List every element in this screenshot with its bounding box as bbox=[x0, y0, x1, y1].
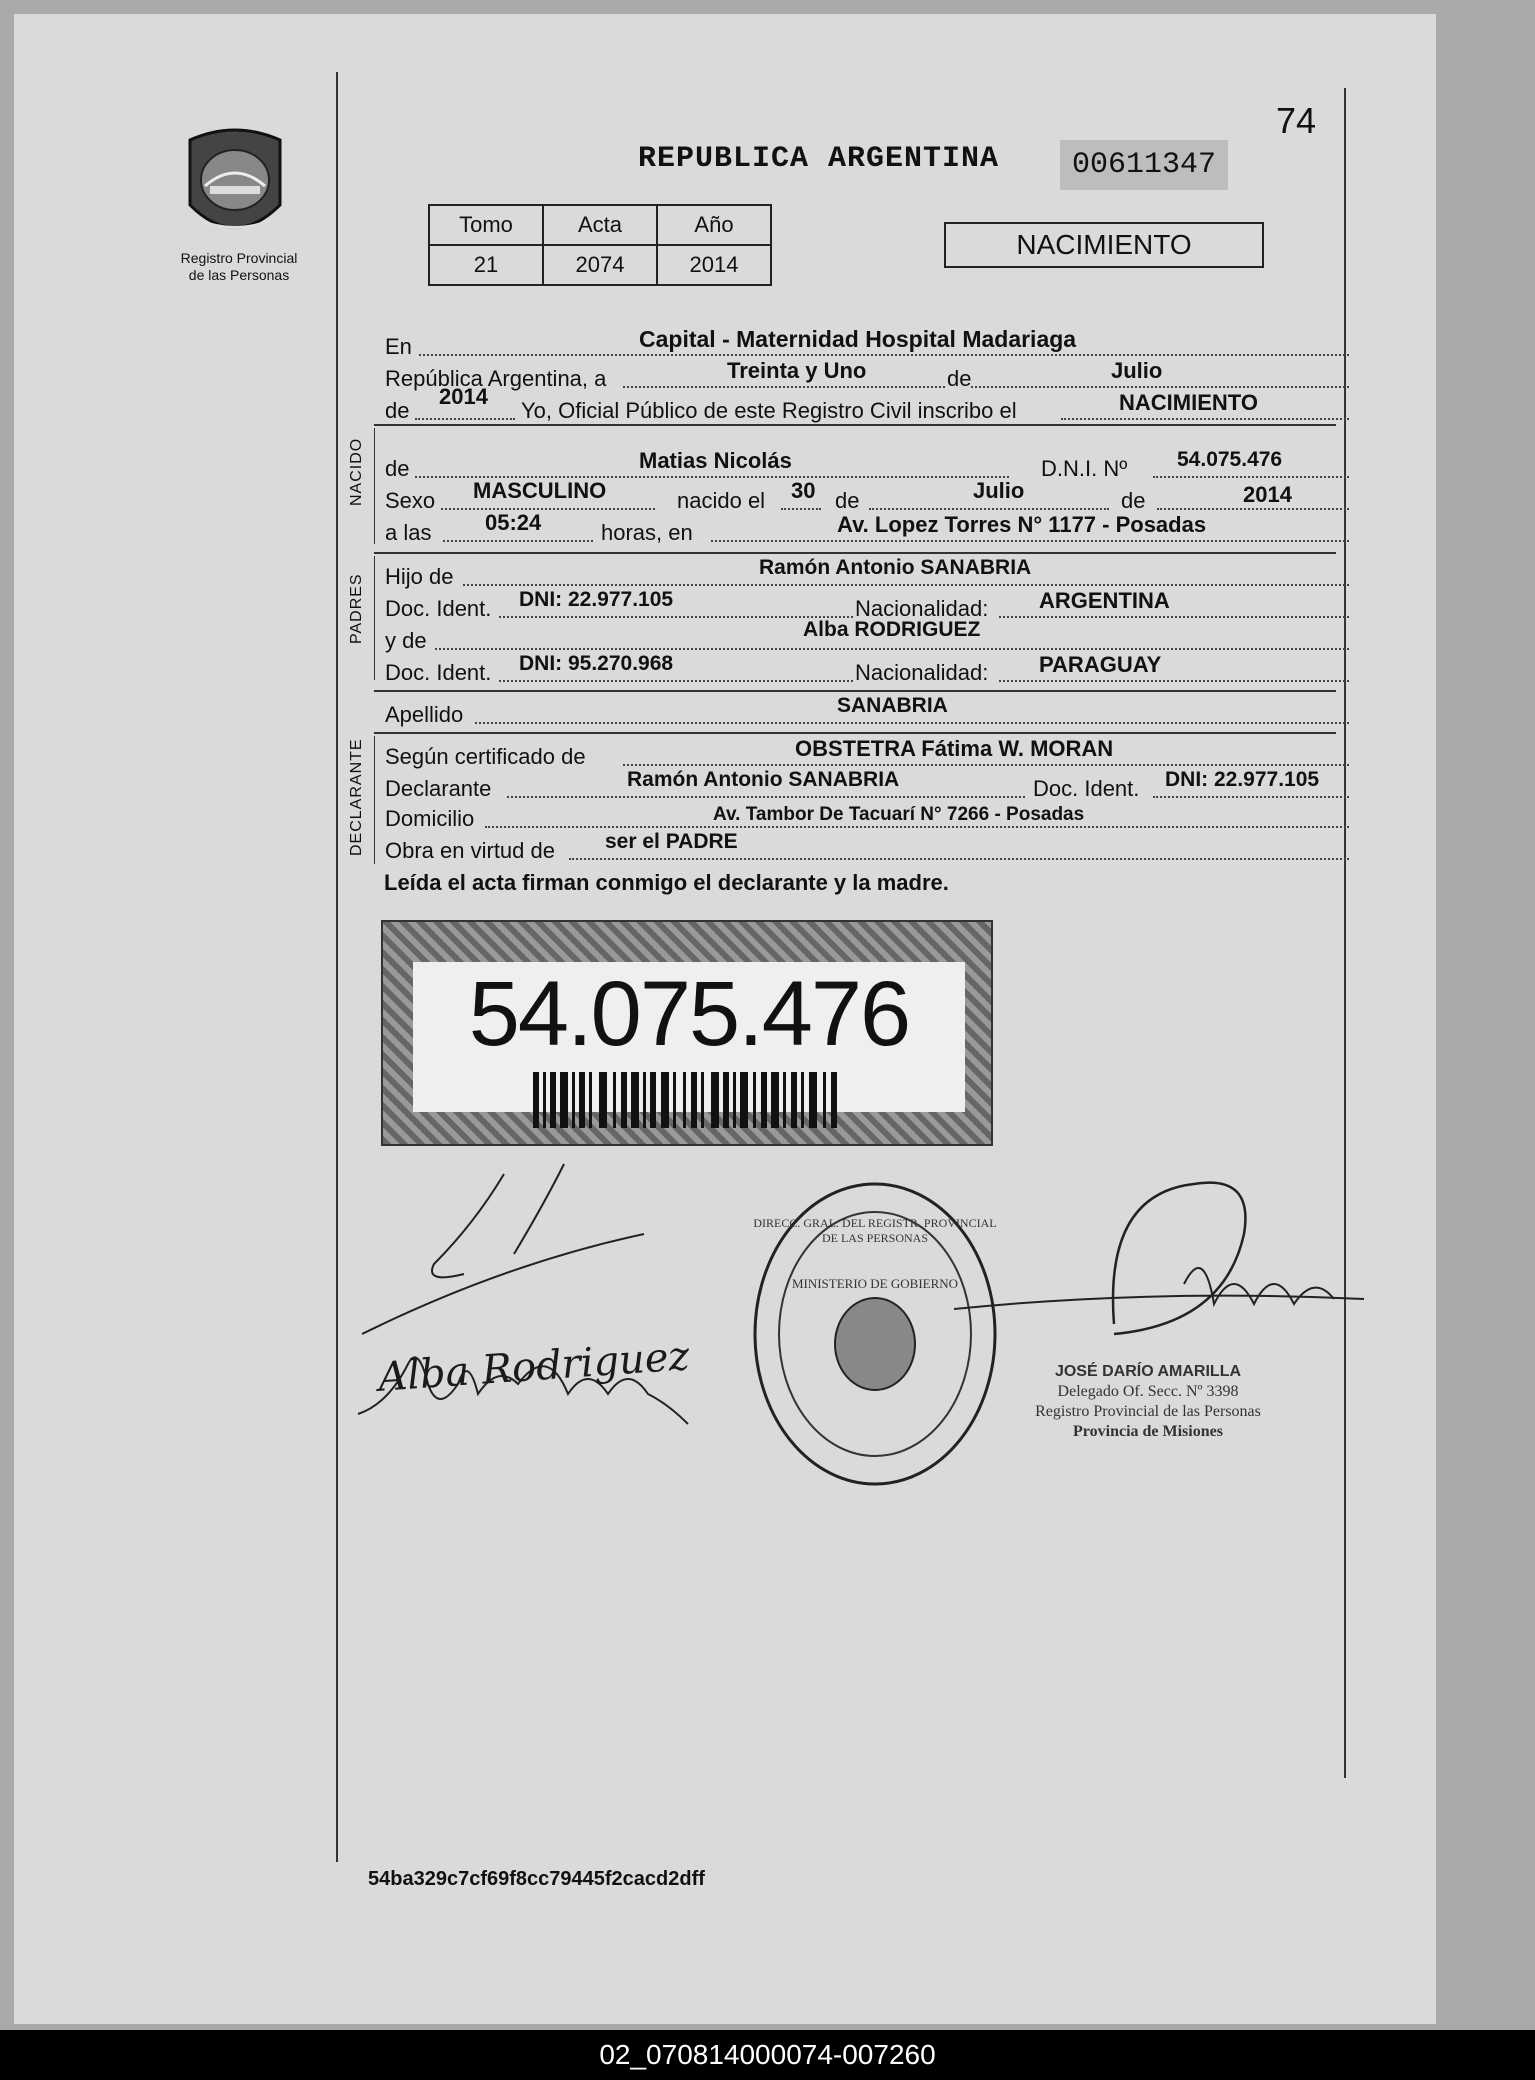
official-title: Delegado Of. Secc. Nº 3398 bbox=[1057, 1383, 1239, 1400]
table-value-anio: 2014 bbox=[657, 245, 771, 285]
child-dni: 54.075.476 bbox=[1177, 448, 1283, 471]
table-header-acta: Acta bbox=[543, 205, 657, 245]
de-label: de bbox=[385, 398, 410, 423]
birth-year: 2014 bbox=[1243, 482, 1292, 507]
doc-ident-label: Doc. Ident. bbox=[385, 660, 492, 685]
mother-nationality: PARAGUAY bbox=[1039, 652, 1162, 677]
father-doc: DNI: 22.977.105 bbox=[519, 588, 674, 611]
inscription-type: NACIMIENTO bbox=[1119, 390, 1258, 415]
official-registry: Registro Provincial de las Personas bbox=[1035, 1403, 1261, 1420]
logo-caption bbox=[154, 250, 324, 284]
table-header-tomo: Tomo bbox=[429, 205, 543, 245]
republica-label: República Argentina, a bbox=[385, 366, 607, 391]
row-oficial bbox=[385, 384, 1320, 426]
child-sex: MASCULINO bbox=[473, 478, 607, 503]
stamp-outer-text: DIRECC. GRAL. DEL REGISTR. PROVINCIAL DE LAS PERSONAS bbox=[753, 1216, 997, 1245]
province-logo bbox=[180, 120, 290, 250]
official-signature bbox=[954, 1174, 1374, 1394]
scan-file-id: 02_070814000074-007260 bbox=[0, 2030, 1535, 2080]
de-label: de bbox=[385, 456, 410, 481]
mother-doc: DNI: 95.270.968 bbox=[519, 652, 674, 675]
birth-place-institution: Capital - Maternidad Hospital Madariaga bbox=[639, 326, 1077, 352]
nacionalidad-label: Nacionalidad: bbox=[855, 660, 989, 685]
apellido-value: SANABRIA bbox=[837, 694, 948, 717]
a-las-label: a las bbox=[385, 520, 432, 545]
mother-name: Alba RODRIGUEZ bbox=[803, 618, 981, 641]
record-type-box: NACIMIENTO bbox=[944, 222, 1264, 268]
declarante-name: Ramón Antonio SANABRIA bbox=[627, 768, 900, 791]
day-in-words: Treinta y Uno bbox=[727, 358, 867, 383]
left-margin-line bbox=[336, 72, 338, 1862]
stamp-inner-text: MINISTERIO DE GOBIERNO bbox=[791, 1276, 959, 1291]
country-title: REPUBLICA ARGENTINA bbox=[638, 142, 1000, 176]
certificado-value: OBSTETRA Fátima W. MORAN bbox=[795, 736, 1114, 761]
official-name: JOSÉ DARÍO AMARILLA bbox=[1054, 1363, 1242, 1380]
section-divider bbox=[374, 424, 1336, 426]
father-nationality: ARGENTINA bbox=[1039, 588, 1170, 613]
child-name: Matias Nicolás bbox=[639, 448, 792, 473]
doc-ident-label: Doc. Ident. bbox=[1033, 776, 1140, 801]
section-divider bbox=[374, 552, 1336, 554]
table-value-tomo: 21 bbox=[429, 245, 543, 285]
row-domicilio bbox=[385, 804, 1320, 834]
hijo-de-label: Hijo de bbox=[385, 564, 454, 589]
official-province: Provincia de Misiones bbox=[1073, 1423, 1223, 1440]
section-rule bbox=[374, 736, 375, 864]
father-name: Ramón Antonio SANABRIA bbox=[759, 556, 1032, 579]
y-de-label: y de bbox=[385, 628, 427, 653]
row-mother-doc bbox=[385, 652, 1320, 688]
de-label: de bbox=[1121, 488, 1146, 513]
section-label-declarante: DECLARANTE bbox=[348, 738, 365, 856]
serial-number: 00611347 bbox=[1060, 140, 1228, 190]
section-label-padres: PADRES bbox=[348, 573, 365, 644]
closing-statement: Leída el acta firman conmigo el declarante y la madre. bbox=[384, 870, 949, 895]
obra-value: ser el PADRE bbox=[605, 830, 738, 853]
birth-day: 30 bbox=[791, 478, 816, 503]
de-label: de bbox=[835, 488, 860, 513]
mother-signature-text: Alba Rodriguez bbox=[376, 1333, 691, 1401]
certificado-label: Según certificado de bbox=[385, 744, 586, 769]
obra-label: Obra en virtud de bbox=[385, 838, 555, 863]
de-label: de bbox=[947, 366, 972, 391]
birth-time: 05:24 bbox=[485, 510, 542, 535]
misiones-seal-icon bbox=[180, 120, 290, 250]
declarante-doc: DNI: 22.977.105 bbox=[1165, 768, 1320, 791]
birth-address: Av. Lopez Torres N° 1177 - Posadas bbox=[837, 512, 1207, 537]
domicilio-value: Av. Tambor De Tacuarí N° 7266 - Posadas bbox=[713, 804, 1085, 825]
row-apellido bbox=[385, 694, 1320, 730]
sexo-label: Sexo bbox=[385, 488, 436, 513]
nacionalidad-label: Nacionalidad: bbox=[855, 596, 989, 621]
registration-year: 2014 bbox=[439, 384, 488, 409]
oficial-text: Yo, Oficial Público de este Registro Civil inscribo el bbox=[521, 398, 1017, 423]
document-hash: 54ba329c7cf69f8cc79445f2cacd2dff bbox=[368, 1868, 705, 1890]
nacido-el-label: nacido el bbox=[677, 488, 766, 513]
barcode-number: 54.075.476 bbox=[468, 963, 910, 1065]
row-obra bbox=[385, 830, 1320, 866]
apellido-label: Apellido bbox=[385, 702, 464, 727]
doc-ident-label: Doc. Ident. bbox=[385, 596, 492, 621]
section-rule bbox=[374, 428, 375, 544]
mother-signature bbox=[348, 1304, 708, 1434]
domicilio-label: Domicilio bbox=[385, 806, 475, 831]
registration-month: Julio bbox=[1111, 358, 1163, 383]
table-header-anio: Año bbox=[657, 205, 771, 245]
barcode-icon bbox=[533, 1072, 843, 1128]
horas-en-label: horas, en bbox=[601, 520, 693, 545]
section-rule bbox=[374, 556, 375, 680]
logo-caption-line2: de las Personas bbox=[188, 267, 290, 283]
row-hora bbox=[385, 510, 1320, 548]
row-declarante bbox=[385, 768, 1320, 804]
dni-label: D.N.I. Nº bbox=[1041, 456, 1128, 481]
section-divider bbox=[374, 690, 1336, 692]
en-label: En bbox=[385, 334, 412, 359]
barcode-label bbox=[413, 962, 965, 1112]
logo-caption-line1: Registro Provincial bbox=[180, 250, 298, 266]
birth-month: Julio bbox=[973, 478, 1025, 503]
section-divider bbox=[374, 732, 1336, 734]
document-page bbox=[14, 14, 1436, 2024]
barcode-sticker bbox=[381, 920, 993, 1146]
official-stamp bbox=[998, 1362, 1298, 1442]
page-number: 74 bbox=[1276, 100, 1317, 141]
registry-table bbox=[428, 204, 772, 286]
table-value-acta: 2074 bbox=[543, 245, 657, 285]
declarante-label: Declarante bbox=[385, 776, 492, 801]
section-label-nacido: NACIDO bbox=[348, 437, 365, 506]
